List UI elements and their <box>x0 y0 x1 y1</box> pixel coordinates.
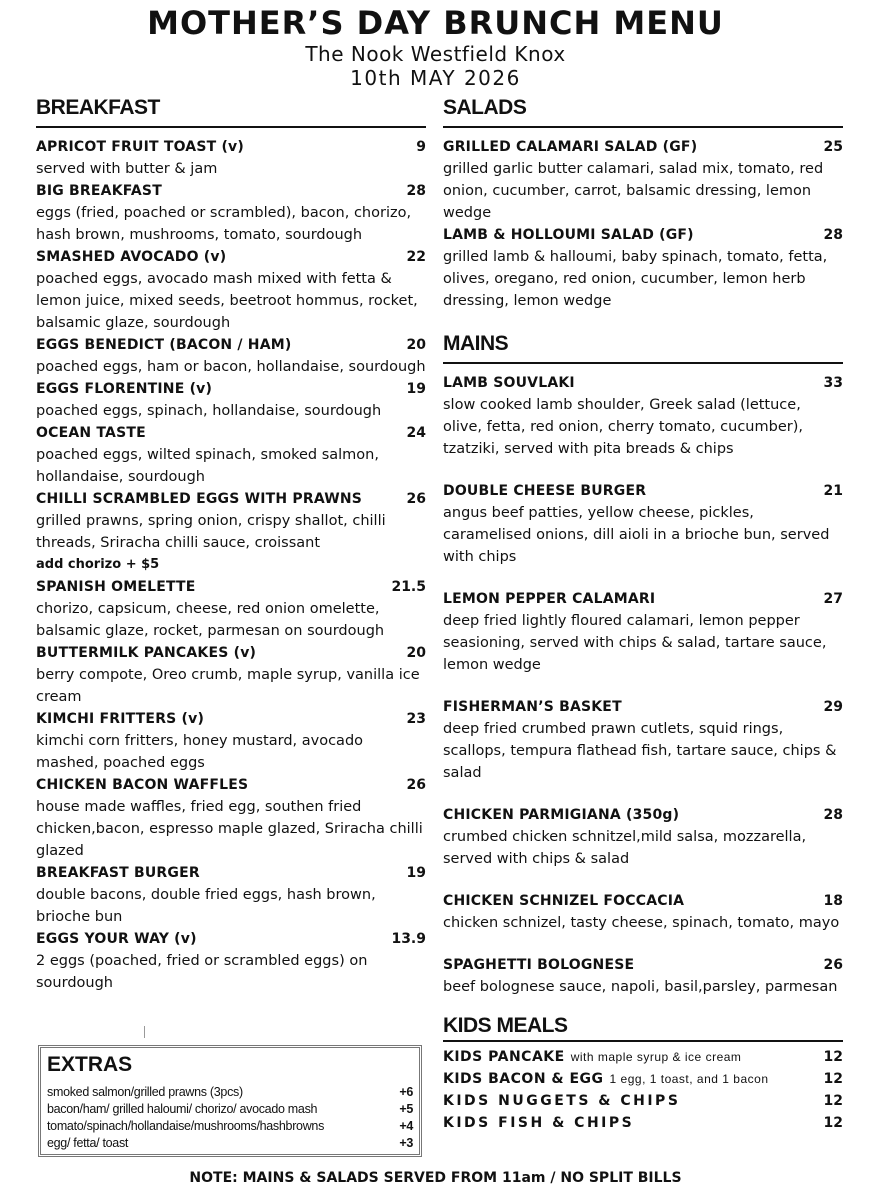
extras-heading: EXTRAS <box>47 1053 133 1076</box>
mains-list <box>443 372 843 998</box>
menu-item-header <box>443 480 843 502</box>
kids-menu-item <box>443 1046 843 1068</box>
menu-item-name: APRICOT FRUIT TOAST (v) <box>36 139 244 155</box>
menu-item-header <box>443 954 843 976</box>
menu-item-price: 28 <box>823 227 843 243</box>
menu-item-header <box>443 696 843 718</box>
menu-item <box>36 488 426 576</box>
menu-item-price: 28 <box>406 183 426 199</box>
item-spacer <box>443 460 843 480</box>
mains-heading: MAINS <box>443 332 843 364</box>
menu-item-description: eggs (fried, poached or scrambled), bacon, chorizo, hash brown, mushrooms, tomato, sourdough <box>36 205 412 243</box>
menu-item-name: CHICKEN PARMIGIANA (350g) <box>443 807 680 823</box>
menu-item <box>36 928 426 994</box>
menu-item-name: LAMB SOUVLAKI <box>443 375 575 391</box>
kids-list <box>443 1046 843 1134</box>
kids-item-price: 12 <box>823 1093 843 1109</box>
menu-item-price: 33 <box>823 375 843 391</box>
menu-item <box>443 136 843 224</box>
menu-item-price: 26 <box>406 491 426 507</box>
kids-item-name: KIDS NUGGETS & CHIPS <box>443 1093 681 1109</box>
kids-item-price: 12 <box>823 1049 843 1065</box>
menu-item-description: angus beef patties, yellow cheese, pickles, caramelised onions, dill aioli in a brioche bun, served with chips <box>443 505 830 565</box>
menu-item-header <box>36 334 426 356</box>
menu-item-price: 26 <box>823 957 843 973</box>
menu-item-price: 20 <box>406 645 426 661</box>
menu-item <box>36 422 426 488</box>
menu-item-name: EGGS YOUR WAY (v) <box>36 931 197 947</box>
kids-item-price: 12 <box>823 1071 843 1087</box>
menu-item-price: 18 <box>823 893 843 909</box>
kids-item-label <box>443 1090 680 1112</box>
extras-price: +4 <box>399 1119 413 1133</box>
menu-item-description: grilled prawns, spring onion, crispy shallot, chilli threads, Sriracha chilli sauce, croissant <box>36 513 386 551</box>
menu-item-price: 27 <box>823 591 843 607</box>
menu-item <box>36 642 426 708</box>
extras-list <box>47 1084 413 1152</box>
menu-item-description: house made waffles, fried egg, southen fried chicken,bacon, espresso maple glazed, Sriracha chilli glazed <box>36 799 423 859</box>
footer-note: NOTE: MAINS & SALADS SERVED FROM 11am / NO SPLIT BILLS <box>189 1170 682 1186</box>
menu-item-header <box>443 804 843 826</box>
menu-item <box>36 774 426 862</box>
menu-item-name: FISHERMAN’S BASKET <box>443 699 622 715</box>
kids-menu-item <box>443 1112 843 1134</box>
menu-item-description: chicken schnizel, tasty cheese, spinach, tomato, mayo <box>443 915 840 931</box>
extras-box <box>38 1045 422 1157</box>
menu-item <box>36 708 426 774</box>
breakfast-column <box>36 96 426 994</box>
extras-price: +5 <box>399 1102 413 1116</box>
item-spacer <box>443 934 843 954</box>
menu-item-header <box>36 642 426 664</box>
venue-name: The Nook Westfield Knox <box>305 42 566 66</box>
menu-item-price: 19 <box>406 865 426 881</box>
menu-item-description: chorizo, capsicum, cheese, red onion omelette, balsamic glaze, rocket, parmesan on sourdough <box>36 601 385 639</box>
menu-item-description: poached eggs, spinach, hollandaise, sourdough <box>36 403 382 419</box>
menu-item-name: KIMCHI FRITTERS (v) <box>36 711 205 727</box>
kids-item-label <box>443 1046 741 1068</box>
menu-item-name: DOUBLE CHEESE BURGER <box>443 483 647 499</box>
menu-item <box>443 480 843 568</box>
extras-name: bacon/ham/ grilled haloumi/ chorizo/ avocado mash <box>47 1102 318 1116</box>
menu-item-name: LAMB & HOLLOUMI SALAD (GF) <box>443 227 694 243</box>
extras-row <box>47 1084 413 1101</box>
menu-item-addon: add chorizo + $5 <box>36 557 160 572</box>
divider-mark <box>144 1026 145 1038</box>
menu-item-description: poached eggs, avocado mash mixed with fetta & lemon juice, mixed seeds, beetroot hommus, rocket, balsamic glaze, sourdough <box>36 271 418 331</box>
item-spacer <box>443 870 843 890</box>
menu-item-name: SPANISH OMELETTE <box>36 579 196 595</box>
kids-heading: KIDS MEALS <box>443 1014 843 1042</box>
menu-item-header <box>36 774 426 796</box>
menu-item-description: slow cooked lamb shoulder, Greek salad (lettuce, olive, fetta, red onion, cherry tomato, cucumber), tzatziki, served with pita breads & chips <box>443 397 803 457</box>
menu-item-price: 28 <box>823 807 843 823</box>
menu-item-price: 22 <box>406 249 426 265</box>
menu-item <box>443 588 843 676</box>
extras-row <box>47 1101 413 1118</box>
kids-item-name: KIDS BACON & EGG <box>443 1071 604 1087</box>
menu-item-header <box>443 136 843 158</box>
menu-item-price: 25 <box>823 139 843 155</box>
menu-item-description: crumbed chicken schnitzel,mild salsa, mozzarella, served with chips & salad <box>443 829 807 867</box>
menu-item-price: 24 <box>406 425 426 441</box>
menu-item <box>36 862 426 928</box>
extras-price: +3 <box>399 1136 413 1150</box>
menu-item-price: 20 <box>406 337 426 353</box>
menu-item-price: 13.9 <box>391 931 426 947</box>
menu-item-name: EGGS FLORENTINE (v) <box>36 381 213 397</box>
menu-item <box>443 696 843 784</box>
menu-item-header <box>36 422 426 444</box>
menu-item <box>36 180 426 246</box>
right-column <box>443 96 843 1134</box>
menu-item <box>36 576 426 642</box>
menu-item-name: LEMON PEPPER CALAMARI <box>443 591 656 607</box>
menu-item-name: GRILLED CALAMARI SALAD (GF) <box>443 139 698 155</box>
extras-name: smoked salmon/grilled prawns (3pcs) <box>47 1085 243 1099</box>
menu-item <box>443 804 843 870</box>
menu-item <box>36 246 426 334</box>
extras-name: egg/ fetta/ toast <box>47 1136 129 1150</box>
menu-item-description: poached eggs, ham or bacon, hollandaise, sourdough <box>36 359 426 375</box>
event-date: 10th MAY 2026 <box>350 66 521 90</box>
menu-item-header <box>36 862 426 884</box>
extras-price: +6 <box>399 1085 413 1099</box>
menu-item-header <box>36 576 426 598</box>
menu-item-header <box>36 488 426 510</box>
menu-item-description: 2 eggs (poached, fried or scrambled eggs) on sourdough <box>36 953 368 991</box>
menu-item-name: BUTTERMILK PANCAKES (v) <box>36 645 257 661</box>
menu-item <box>443 224 843 312</box>
extras-row <box>47 1118 413 1135</box>
menu-item-name: OCEAN TASTE <box>36 425 146 441</box>
salads-heading: SALADS <box>443 96 843 128</box>
menu-item <box>36 334 426 378</box>
menu-item-header <box>36 180 426 202</box>
menu-item-price: 19 <box>406 381 426 397</box>
menu-item-name: BREAKFAST BURGER <box>36 865 200 881</box>
kids-item-name: KIDS FISH & CHIPS <box>443 1115 635 1131</box>
kids-menu-item <box>443 1068 843 1090</box>
menu-item-name: SPAGHETTI BOLOGNESE <box>443 957 635 973</box>
salads-list <box>443 136 843 312</box>
breakfast-heading: BREAKFAST <box>36 96 426 128</box>
menu-header <box>0 0 871 90</box>
kids-item-label <box>443 1068 769 1090</box>
menu-item-name: SMASHED AVOCADO (v) <box>36 249 227 265</box>
menu-item-header <box>36 378 426 400</box>
menu-item-description: deep fried crumbed prawn cutlets, squid rings, scallops, tempura flathead fish, tartare sauce, chips & salad <box>443 721 837 781</box>
kids-item-name: KIDS PANCAKE <box>443 1049 565 1065</box>
menu-item-description: grilled garlic butter calamari, salad mix, tomato, red onion, cucumber, carrot, balsamic dressing, lemon wedge <box>443 161 824 221</box>
menu-item-description: kimchi corn fritters, honey mustard, avocado mashed, poached eggs <box>36 733 364 771</box>
kids-item-note: with maple syrup & ice cream <box>570 1050 742 1064</box>
menu-item-name: BIG BREAKFAST <box>36 183 162 199</box>
menu-item-price: 26 <box>406 777 426 793</box>
menu-item-header <box>36 246 426 268</box>
menu-item-price: 29 <box>823 699 843 715</box>
menu-item-description: deep fried lightly floured calamari, lemon pepper seasioning, served with chips & salad, tartare sauce, lemon wedge <box>443 613 827 673</box>
kids-item-label <box>443 1112 634 1134</box>
menu-item <box>443 372 843 460</box>
menu-item-name: CHILLI SCRAMBLED EGGS WITH PRAWNS <box>36 491 363 507</box>
menu-item-header <box>443 372 843 394</box>
menu-item-description: beef bolognese sauce, napoli, basil,parsley, parmesan <box>443 979 838 995</box>
menu-item-name: EGGS BENEDICT (BACON / HAM) <box>36 337 292 353</box>
item-spacer <box>443 784 843 804</box>
menu-item-price: 21.5 <box>391 579 426 595</box>
breakfast-list <box>36 136 426 994</box>
menu-item-description: berry compote, Oreo crumb, maple syrup, vanilla ice cream <box>36 667 420 705</box>
menu-item-description: served with butter & jam <box>36 161 218 177</box>
menu-item-description: grilled lamb & halloumi, baby spinach, tomato, fetta, olives, oregano, red onion, cucumber, lemon herb dressing, lemon wedge <box>443 249 828 309</box>
menu-item-header <box>443 224 843 246</box>
menu-item-description: poached eggs, wilted spinach, smoked salmon, hollandaise, sourdough <box>36 447 379 485</box>
menu-item-price: 23 <box>406 711 426 727</box>
kids-menu-item <box>443 1090 843 1112</box>
menu-item-header <box>36 708 426 730</box>
menu-item <box>443 890 843 934</box>
item-spacer <box>443 676 843 696</box>
menu-item <box>36 136 426 180</box>
menu-item-header <box>443 890 843 912</box>
menu-item-name: CHICKEN SCHNIZEL FOCCACIA <box>443 893 685 909</box>
menu-item-header <box>36 136 426 158</box>
menu-item <box>443 954 843 998</box>
menu-item <box>36 378 426 422</box>
menu-item-description: double bacons, double fried eggs, hash brown, brioche bun <box>36 887 376 925</box>
menu-item-header <box>443 588 843 610</box>
kids-item-price: 12 <box>823 1115 843 1131</box>
item-spacer <box>443 568 843 588</box>
menu-item-header <box>36 928 426 950</box>
menu-item-name: CHICKEN BACON WAFFLES <box>36 777 249 793</box>
extras-row <box>47 1135 413 1152</box>
menu-title: MOTHER’S DAY BRUNCH MENU <box>147 4 724 42</box>
menu-item-price: 9 <box>416 139 426 155</box>
kids-item-note: 1 egg, 1 toast, and 1 bacon <box>609 1072 769 1086</box>
extras-name: tomato/spinach/hollandaise/mushrooms/hashbrowns <box>47 1119 325 1133</box>
menu-item-price: 21 <box>823 483 843 499</box>
